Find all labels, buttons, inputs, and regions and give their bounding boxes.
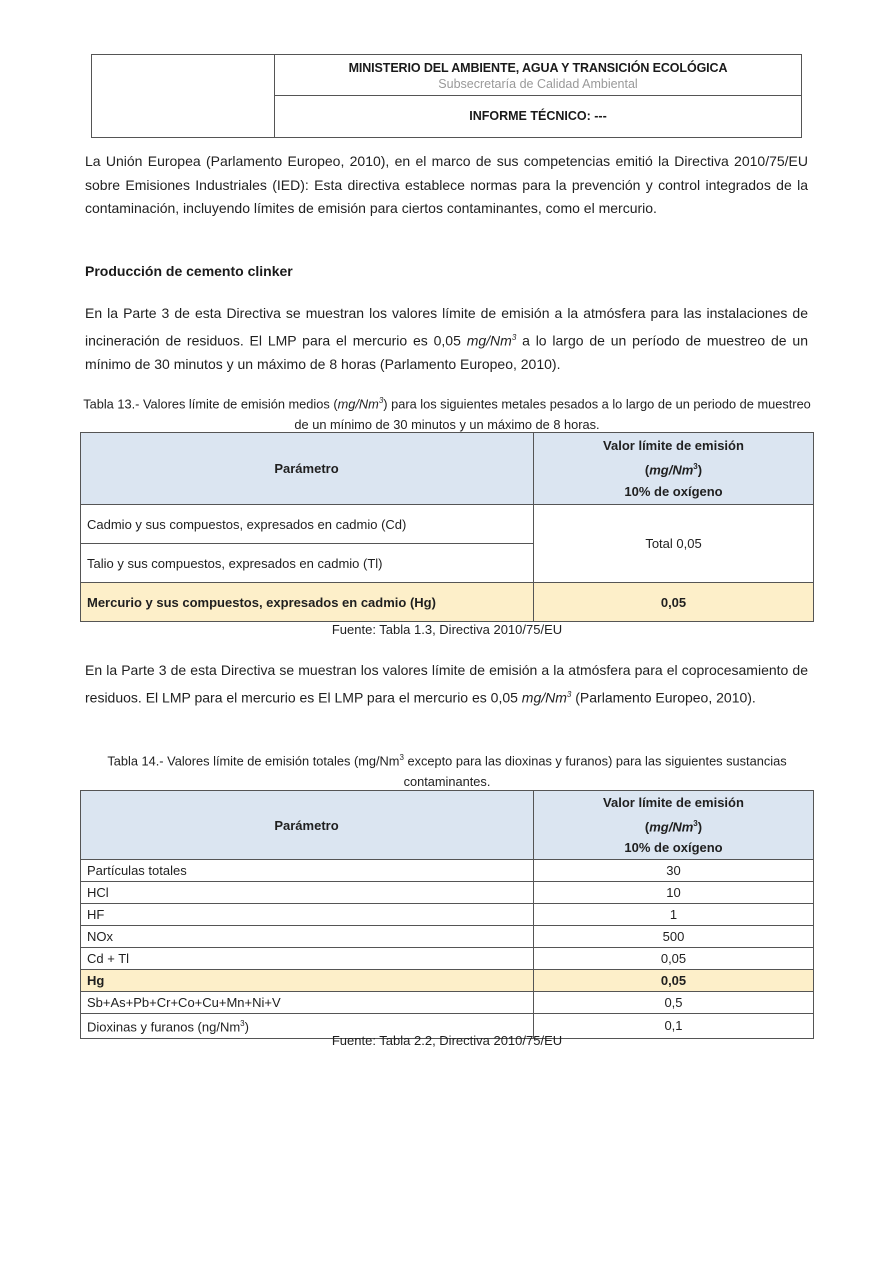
value-cell: 0,1 bbox=[534, 1014, 814, 1038]
unit: mg/Nm bbox=[521, 689, 567, 706]
text: excepto para las dioxinas y furanos) para las siguientes sustancias contaminantes. bbox=[403, 753, 787, 790]
header-value: Valor límite de emisión (mg/Nm$^3$) 10% de oxígeno bbox=[534, 433, 814, 505]
header-value-condition: 10% de oxígeno bbox=[624, 840, 723, 856]
logo-cell bbox=[92, 55, 275, 137]
paragraph-coprocessing bbox=[85, 659, 808, 710]
parameter-cell: Mercurio y sus compuestos, expresados en cadmio (Hg) bbox=[81, 583, 534, 622]
table-row bbox=[81, 926, 814, 948]
header-parameter: Parámetro bbox=[81, 433, 534, 505]
unit-exponent: 3 bbox=[240, 1019, 245, 1029]
report-title: INFORME TÉCNICO: --- bbox=[469, 109, 607, 123]
value-cell: 0,05 bbox=[534, 948, 814, 970]
table-row bbox=[81, 992, 814, 1014]
parameter-cell: Partículas totales bbox=[81, 860, 534, 882]
unit-exponent: 3 bbox=[566, 689, 572, 699]
unit-exponent: 3 bbox=[693, 462, 698, 472]
table14-source: Fuente: Tabla 2.2, Directiva 2010/75/EU bbox=[331, 1033, 563, 1048]
table14 bbox=[80, 790, 814, 1039]
unit-exponent: 3 bbox=[693, 819, 698, 828]
intro-paragraph: La Unión Europea (Parlamento Europeo, 2010), en el marco de sus competencias emitió la Directiva 2010/75/EU sobre Emisiones Industriales (IED): Esta directiva establece normas para la prevención y control integrados de la contaminación, incluyendo límites de emisión para ciertos contaminantes, como el mercurio. bbox=[85, 153, 808, 216]
table-row bbox=[81, 904, 814, 926]
table-row bbox=[81, 860, 814, 882]
header-value-label: Valor límite de emisión bbox=[603, 438, 744, 454]
parameter-cell: HCl bbox=[81, 882, 534, 904]
value-cell: 1 bbox=[534, 904, 814, 926]
table-header-row bbox=[81, 791, 814, 860]
document-header bbox=[91, 54, 802, 138]
value-cell: 30 bbox=[534, 860, 814, 882]
unit-exponent: 3 bbox=[399, 753, 404, 762]
parameter-cell: Cd + Tl bbox=[81, 948, 534, 970]
parameter-cell: NOx bbox=[81, 926, 534, 948]
merged-value-cell: Total 0,05 bbox=[534, 505, 814, 583]
unit: mg/Nm bbox=[337, 396, 379, 412]
text: Tabla 14.- Valores límite de emisión totales (mg/Nm bbox=[107, 753, 400, 769]
text: Tabla 13.- Valores límite de emisión medios ( bbox=[83, 396, 338, 412]
table13 bbox=[80, 432, 814, 622]
subsecretaria-name: Subsecretaría de Calidad Ambiental bbox=[438, 77, 638, 91]
ministry-name: MINISTERIO DEL AMBIENTE, AGUA Y TRANSICIÓN ECOLÓGICA bbox=[348, 61, 728, 75]
table-row bbox=[81, 948, 814, 970]
header-value-unit: mg/Nm bbox=[649, 819, 694, 835]
parameter-cell: Talio y sus compuestos, expresados en cadmio (Tl) bbox=[81, 544, 534, 583]
text: (Parlamento Europeo, 2010). bbox=[571, 689, 756, 706]
parameter-cell: HF bbox=[81, 904, 534, 926]
table-row bbox=[81, 882, 814, 904]
header-info bbox=[275, 55, 801, 137]
text: En la Parte 3 de esta Directiva se muestran los valores límite de emisión a la atmósfera para el coprocesamiento de residuos. El LMP para el mercurio es El LMP para el mercurio es 0,05 bbox=[85, 662, 808, 706]
table-row-highlight bbox=[81, 970, 814, 992]
unit-exponent: 3 bbox=[378, 396, 384, 405]
text: a lo largo de un período de muestreo de un mínimo de 30 minutos y un máximo de 8 horas (Parlamento Europeo, 2010). bbox=[85, 332, 808, 372]
header-value: Valor límite de emisión (mg/Nm$^3$) 10% de oxígeno bbox=[534, 791, 814, 860]
parameter-cell: Hg bbox=[81, 970, 534, 992]
table14-caption bbox=[80, 747, 814, 792]
value-cell: 0,5 bbox=[534, 992, 814, 1014]
value-cell: 0,05 bbox=[534, 970, 814, 992]
table-row-highlight bbox=[81, 583, 814, 622]
text: En la Parte 3 de esta Directiva se muestran los valores límite de emisión a la atmósfera para las instalaciones de incineración de residuos. El LMP para el mercurio es 0,05 bbox=[85, 305, 808, 349]
paragraph-incineration bbox=[85, 302, 808, 376]
text: ) para los siguientes metales pesados a lo largo de un periodo de muestreo de un mínimo de 30 minutos y un máximo de 8 horas. bbox=[294, 396, 811, 433]
unit: mg/Nm bbox=[466, 332, 512, 349]
table13-caption bbox=[80, 390, 814, 435]
header-top-cell bbox=[275, 55, 801, 96]
table13-source: Fuente: Tabla 1.3, Directiva 2010/75/EU bbox=[331, 622, 563, 637]
section-heading: Producción de cemento clinker bbox=[85, 263, 293, 279]
unit-exponent: 3 bbox=[511, 332, 517, 342]
text: Dioxinas y furanos (ng/Nm bbox=[87, 1019, 241, 1035]
header-parameter: Parámetro bbox=[81, 791, 534, 860]
value-cell: 0,05 bbox=[534, 583, 814, 622]
table-row bbox=[81, 505, 814, 544]
parameter-cell: Sb+As+Pb+Cr+Co+Cu+Mn+Ni+V bbox=[81, 992, 534, 1014]
value-cell: 10 bbox=[534, 882, 814, 904]
text: ) bbox=[244, 1019, 249, 1035]
header-value-unit: mg/Nm bbox=[649, 462, 694, 478]
value-cell: 500 bbox=[534, 926, 814, 948]
header-value-condition: 10% de oxígeno bbox=[624, 483, 723, 499]
header-value-label: Valor límite de emisión bbox=[603, 795, 744, 810]
table-header-row bbox=[81, 433, 814, 505]
parameter-cell: Cadmio y sus compuestos, expresados en cadmio (Cd) bbox=[81, 505, 534, 544]
